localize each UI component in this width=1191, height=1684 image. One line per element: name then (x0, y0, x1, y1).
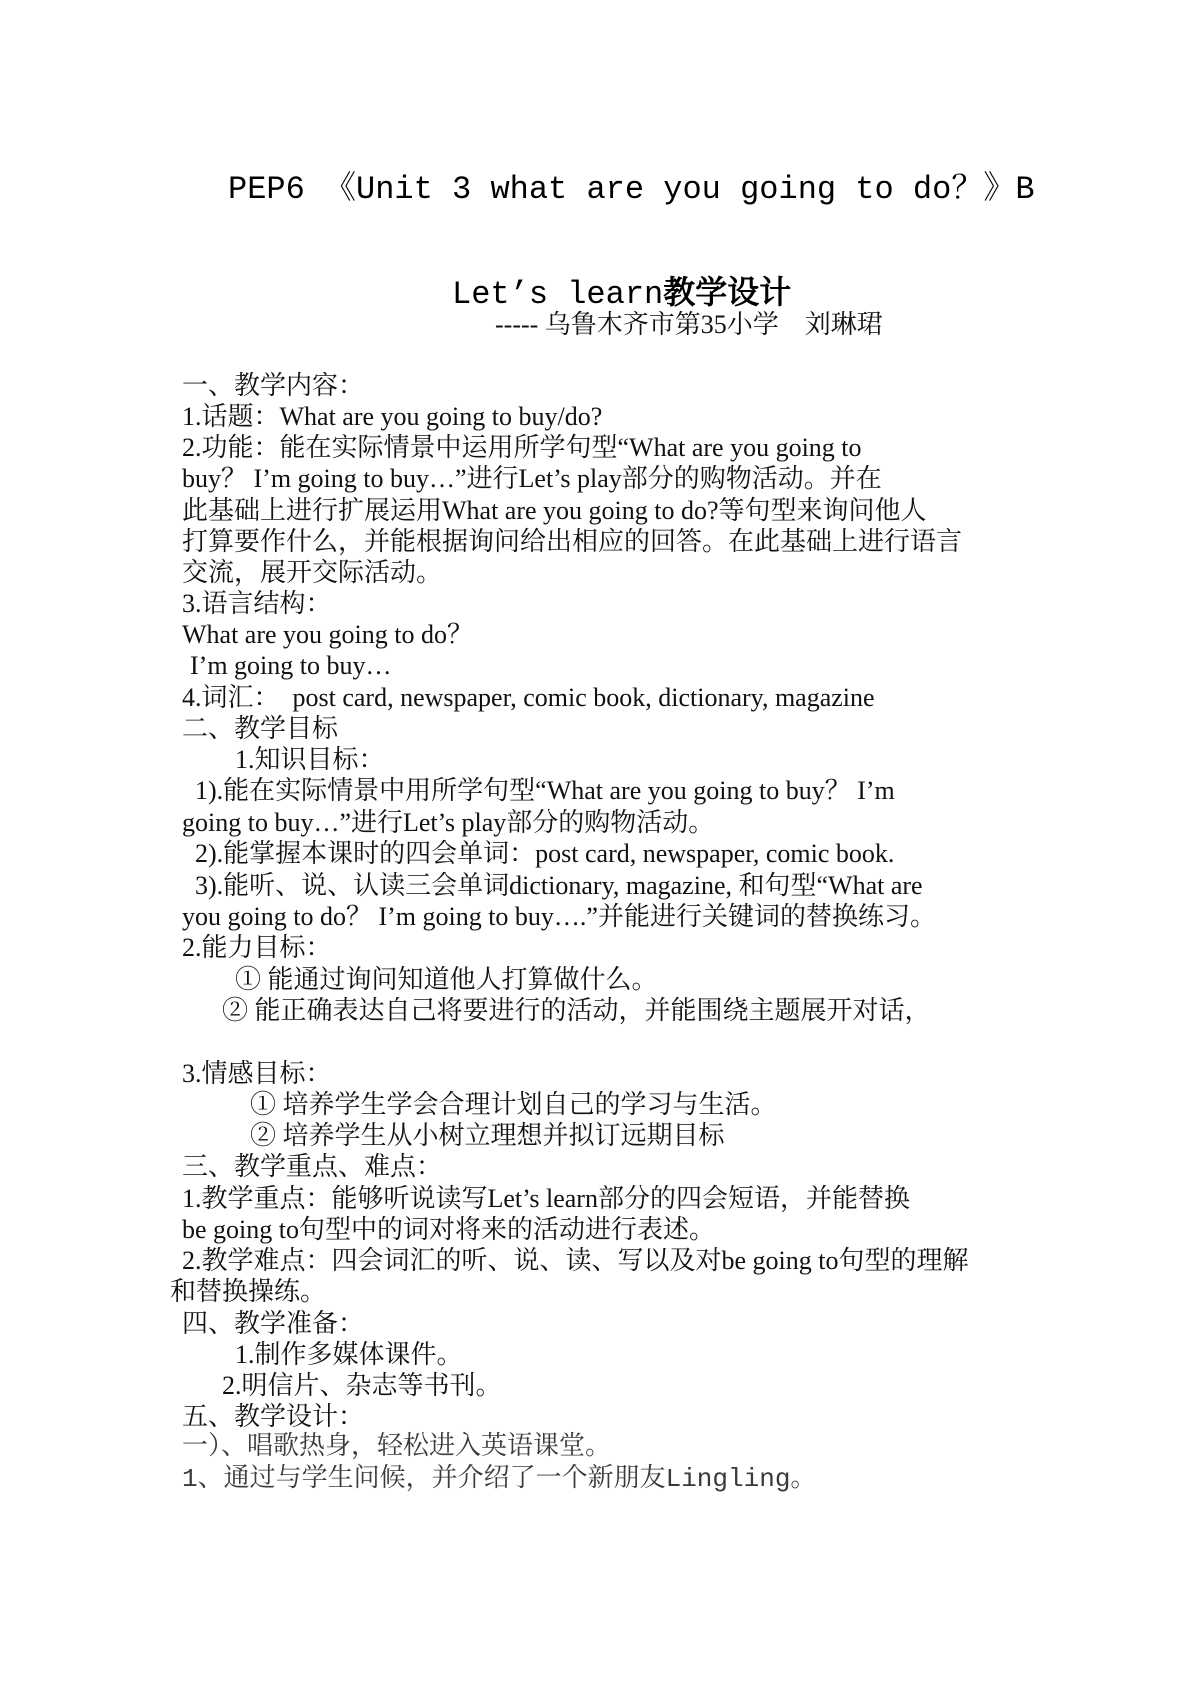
body-line-structure: 3.语言结构： (182, 589, 332, 618)
subsection-heading-warmup: 一）、唱歌热身，轻松进入英语课堂。 (182, 1432, 612, 1462)
body-line: 此基础上进行扩展运用What are you going to do?等句型来询问他人 (182, 496, 927, 525)
list-item: ② 能正确表达自己将要进行的活动，并能围绕主题展开对话， (222, 996, 931, 1025)
title-lesson-suffix: 教学设计 (663, 273, 792, 311)
body-line: 3).能听、说、认读三会单词dictionary, magazine, 和句型“What are (195, 871, 923, 900)
body-line: 2).能掌握本课时的四会单词：post card, newspaper, comic book. (195, 839, 895, 868)
list-item: ① 能通过询问知道他人打算做什么。 (235, 965, 658, 994)
body-line: 1、通过与学生问候，并介绍了一个新朋友Lingling。 (182, 1464, 817, 1494)
body-line-topic: 1.话题：What are you going to buy/do? (182, 402, 603, 431)
list-item: 2.明信片、杂志等书刊。 (222, 1371, 502, 1400)
subheading-ability-goals: 2.能力目标： (182, 933, 332, 962)
list-item: ① 培养学生学会合理计划自己的学习与生活。 (250, 1090, 777, 1119)
document-title-line1: PEP6 《Unit 3 what are you going to do？》B (228, 171, 1035, 208)
body-line-function: 2.功能：能在实际情景中运用所学句型“What are you going to (182, 433, 862, 462)
body-line: 打算要作什么，并能根据询问给出相应的回答。在此基础上进行语言 (182, 527, 963, 556)
body-line: I’m going to buy… (190, 651, 392, 680)
body-line: 交流，展开交际活动。 (182, 558, 443, 587)
body-line: 和替换操练。 (170, 1277, 327, 1306)
subheading-emotional-goals: 3.情感目标： (182, 1059, 332, 1088)
title-lesson-name: Let’s learn (452, 276, 664, 313)
body-line: 1.教学重点：能够听说读写Let’s learn部分的四会短语，并能替换 (182, 1184, 910, 1213)
section-heading-design: 五、教学设计： (182, 1402, 365, 1431)
section-heading-content: 一、教学内容： (182, 371, 365, 400)
section-heading-key-points: 三、教学重点、难点： (182, 1152, 443, 1181)
list-item: 1.制作多媒体课件。 (235, 1340, 463, 1369)
body-line-vocabulary: 4.词汇： post card, newspaper, comic book, dictionary, magazine (182, 683, 875, 712)
body-line: What are you going to do？ (182, 620, 473, 649)
author-line: ----- 乌鲁木齐市第35小学 刘琳珺 (495, 310, 883, 339)
section-heading-preparation: 四、教学准备： (182, 1309, 365, 1338)
body-line: buy？ I’m going to buy…”进行Let’s play部分的购物活动。并在 (182, 464, 882, 493)
section-heading-goals: 二、教学目标 (182, 714, 339, 743)
subheading-knowledge-goals: 1.知识目标： (235, 745, 385, 774)
body-line: going to buy…”进行Let’s play部分的购物活动。 (182, 808, 715, 837)
list-item: ② 培养学生从小树立理想并拟订远期目标 (250, 1121, 725, 1150)
body-line: 1).能在实际情景中用所学句型“What are you going to buy？ I’m (195, 776, 895, 805)
body-line: be going to句型中的词对将来的活动进行表述。 (182, 1215, 715, 1244)
body-line: you going to do？ I’m going to buy….”并能进行关键词的替换练习。 (182, 902, 936, 931)
body-line: 2.教学难点：四会词汇的听、说、读、写以及对be going to句型的理解 (182, 1246, 969, 1275)
